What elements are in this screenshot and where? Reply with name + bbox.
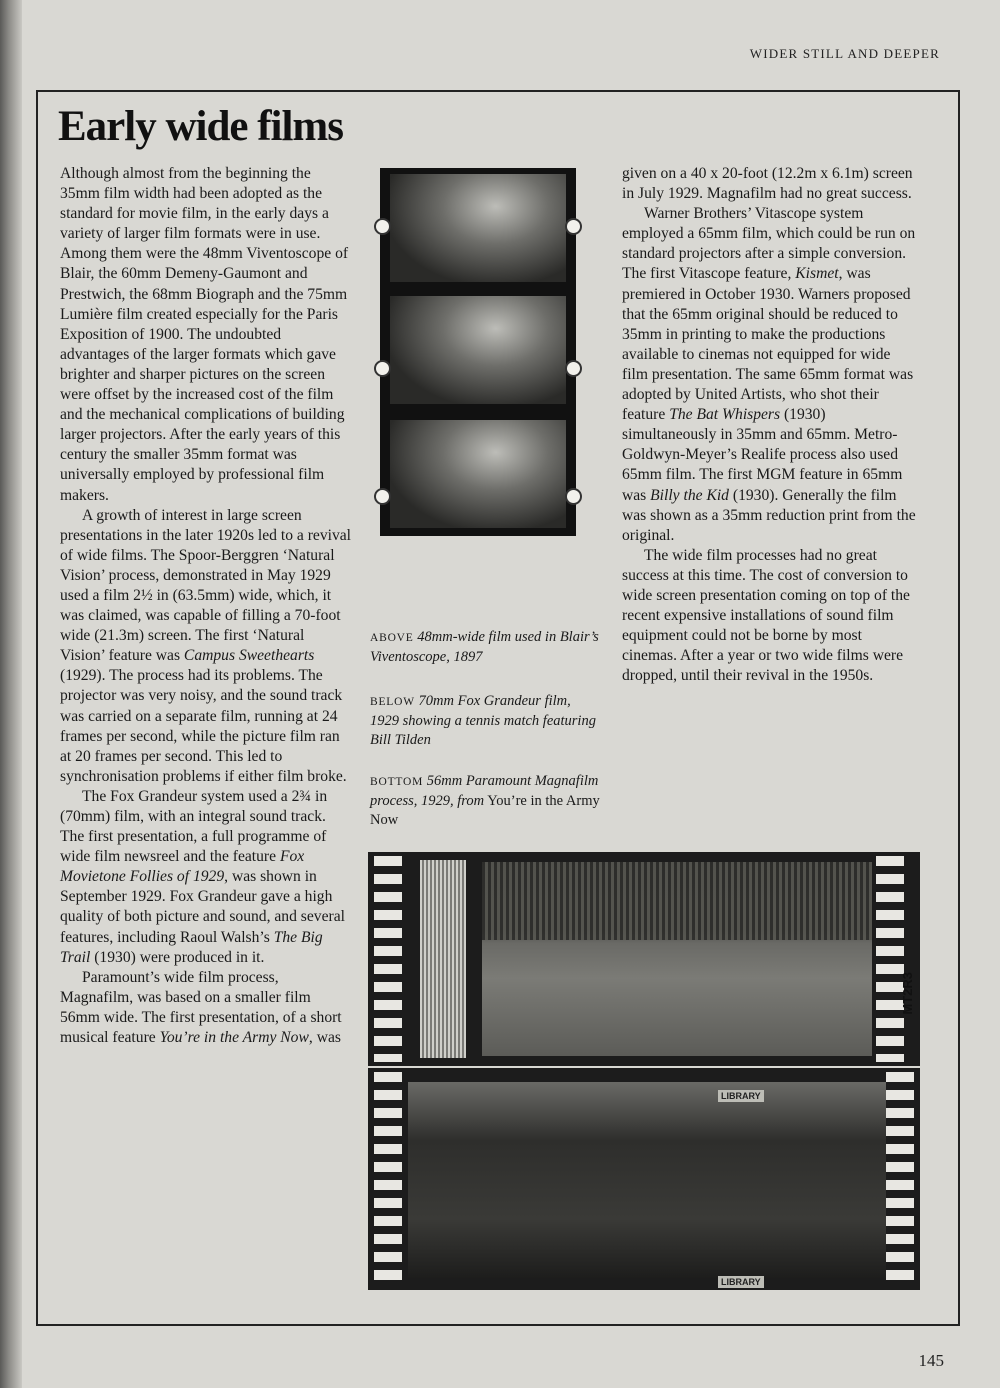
stadium-crowd bbox=[482, 862, 872, 940]
paragraph-vitascope: Warner Brothers’ Vitascope system employed a 65mm film, which could be run on standard projectors after a simple conversion. The first Vitascope feature, Kismet, was premiered in October 1930. Warners proposed that the 65mm original should be reduced to 35mm in printing to make the productions available to cinemas not equipped for wide film presentation. The same 65mm format was adopted by United Artists, who shot their feature The Bat Whispers (1930) simultaneously in 35mm and 65mm. Metro-Goldwyn-Meyer’s Realife process also used 65mm film. The first MGM feature in 65mm was Billy the Kid (1930). Generally the film was shown as a 35mm reduction print from the original. bbox=[622, 205, 916, 544]
perforation-strip bbox=[876, 856, 904, 1062]
paragraph-natural-vision: A growth of interest in large screen presentations in the later 1920s led to a revival of wide films. The Spoor-Berggren ‘Natural Vision’ process, demonstrated in May 1929 used a film 2½ in (63.5mm) wide, which, it was claimed, was capable of filling a 70-foot wide (21.3m) screen. The first ‘Natural Vision’ feature was Campus Sweethearts (1929). The process had its problems. The projector was very noisy, and the sound track was carried on a separate film, running at 24 frames per second, while the picture film ran at 20 frames per second. This led to synchronisation problems if either film broke. bbox=[60, 506, 351, 785]
book-binding-shadow bbox=[0, 0, 22, 1388]
caption-below: BELOW 70mm Fox Grandeur film, 1929 showing a tennis match featuring Bill Tilden bbox=[370, 693, 596, 748]
perforation-strip bbox=[886, 1072, 914, 1286]
paragraph-intro: Although almost from the beginning the 35mm film width had been adopted as the standard for movie film, in the early days a variety of larger film formats were in use. Among them were the 48mm Viventoscope of Blair, the 60mm Demeny-Gaumont and Prestwich, the 68mm Biograph and the 75mm Lumière film created especially for the Paris Exposition of 1900. The undoubted advantages of the larger formats which gave brighter and sharper pictures on the screen were offset by the increased cost of the film and the mechanical complications of building larger projectors. After the early years of this century the smaller 35mm format was universally employed by professional film makers. bbox=[60, 165, 349, 504]
film-edge-code: MT2R3 bbox=[900, 972, 915, 1015]
film-title-fox-follies: Fox Movietone Follies of 1929 bbox=[60, 848, 305, 886]
sprocket-hole bbox=[565, 488, 582, 505]
army-scene-picture bbox=[408, 1082, 902, 1278]
tennis-match-picture bbox=[482, 862, 872, 1056]
film-frame bbox=[390, 296, 566, 404]
film-title-army-now: You’re in the Army Now bbox=[159, 1029, 309, 1047]
sprocket-hole bbox=[565, 360, 582, 377]
sprocket-hole bbox=[374, 218, 391, 235]
paragraph-conclusion: The wide film processes had no great success at this time. The cost of conversion to wide screen presentation coming on top of the recent expensive installations of sound film equipment could not be borne by most cinemas. After a year or two wide films were dropped, until their revival in the 1950s. bbox=[622, 546, 910, 685]
film-title-big-trail: The Big Trail bbox=[60, 928, 323, 966]
paragraph-magnafilm-cont: given on a 40 x 20-foot (12.2m x 6.1m) screen in July 1929. Magnafilm had no great success. bbox=[622, 165, 913, 203]
running-head: WIDER STILL AND DEEPER bbox=[749, 46, 940, 61]
perforation-strip bbox=[374, 856, 402, 1062]
paragraph-magnafilm: Paramount’s wide film process, Magnafilm, was based on a smaller film 56mm wide. The first presentation, of a short musical feature You’re in the Army Now, was bbox=[60, 968, 342, 1047]
sprocket-hole bbox=[565, 218, 582, 235]
library-sign: LIBRARY bbox=[718, 1090, 764, 1102]
caption-bottom: BOTTOM 56mm Paramount Magnafilm process, 1929, from You’re in the Army Now bbox=[370, 773, 600, 828]
sprocket-hole bbox=[374, 488, 391, 505]
film-title-bat-whispers: The Bat Whispers bbox=[669, 406, 781, 424]
optical-soundtrack bbox=[420, 860, 466, 1058]
page-number: 145 bbox=[918, 1351, 944, 1370]
column-left bbox=[60, 164, 352, 1048]
magnafilm-film-image bbox=[368, 1068, 920, 1290]
film-title-campus-sweethearts: Campus Sweethearts bbox=[183, 647, 315, 665]
perforation-strip bbox=[374, 1072, 402, 1286]
film-frame bbox=[390, 420, 566, 528]
library-sign-next-frame: LIBRARY bbox=[718, 1276, 764, 1288]
film-frame bbox=[390, 174, 566, 282]
sprocket-hole bbox=[374, 360, 391, 377]
film-title-billy-the-kid: Billy the Kid bbox=[650, 486, 729, 504]
caption-above: ABOVE 48mm-wide film used in Blair’s Viventoscope, 1897 bbox=[370, 629, 599, 665]
paragraph-fox-grandeur: The Fox Grandeur system used a 2¾ in (70mm) film, with an integral sound track. The first presentation, a full programme of wide film newsreel and the feature Fox Movietone Follies of 1929, was shown in September 1929. Fox Grandeur gave a high quality of both picture and sound, and several features, including Raoul Walsh’s The Big Trail (1930) were produced in it. bbox=[60, 787, 345, 966]
viventoscope-film-strip-image bbox=[380, 168, 576, 536]
column-right bbox=[622, 164, 918, 686]
film-title-kismet: Kismet bbox=[795, 265, 839, 283]
article-title: Early wide films bbox=[58, 103, 343, 150]
fox-grandeur-film-image bbox=[368, 852, 920, 1066]
